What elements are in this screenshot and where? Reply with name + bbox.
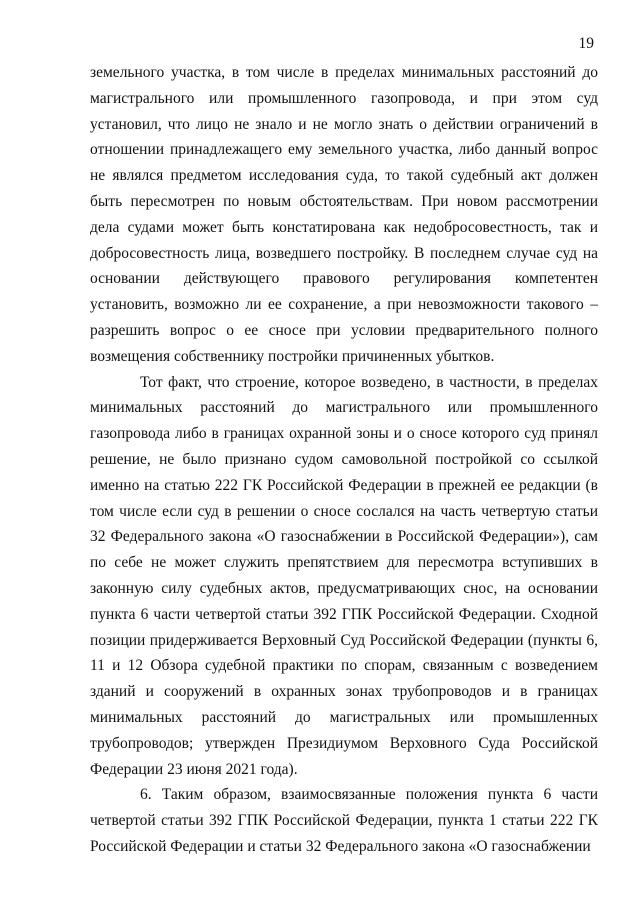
paragraph-continuation: земельного участка, в том числе в пределах минимальных расстояний до магистрального или промышленного газопровода, и при этом суд установил, что лицо не знало и не могло знать о действии ограничений в отношении принадлежащего ему земельного участка, либо данный вопрос не являлся предметом исследования суда, то такой судебный акт должен быть пересмотрен по новым обстоятельствам. При новом рассмотрении дела судами может быть констатирована как недобросовестность, так и добросовестность лица, возведшего постройку. В последнем случае суд на основании действующего правового регулирования компетентен установить, возможно ли ее сохранение, а при невозможности такового – разрешить вопрос о ее сносе при условии предварительного полного возмещения собственнику постройки причиненных убытков. [90, 64, 598, 365]
paragraph-demolition-position: Тот факт, что строение, которое возведено, в частности, в пределах минимальных расстояний до магистрального или промышленного газопровода либо в границах охранной зоны и о сносе которого суд принял решение, не было признано судом самовольной постройкой со ссылкой именно на статью 222 ГК Российской Федерации в прежней ее редакции (в том числе если суд в решении о сносе сослался на часть четвертую статьи 32 Федерального закона «О газоснабжении в Российской Федерации»), сам по себе не может служить препятствием для пересмотра вступивших в законную силу судебных актов, предусматривающих снос, на основании пункта 6 части четвертой статьи 392 ГПК Российской Федерации. Сходной позиции придерживается Верховный Суд Российской Федерации (пункты 6, 11 и 12 Обзора судебной практики по спорам, связанным с возведением зданий и сооружений в охранных зонах трубопроводов и в границах минимальных расстояний до магистральных или промышленных трубопроводов; утвержден Президиумом Верховного Суда Российской Федерации 23 июня 2021 года). [90, 373, 598, 778]
paragraph-conclusion: 6. Таким образом, взаимосвязанные положения пункта 6 части четвертой статьи 392 ГПК Российской Федерации, пункта 1 статьи 222 ГК Российской Федерации и статьи 32 Федерального закона «О газоснабжении [90, 786, 598, 855]
document-body [90, 60, 598, 860]
page-number: 19 [578, 35, 594, 52]
